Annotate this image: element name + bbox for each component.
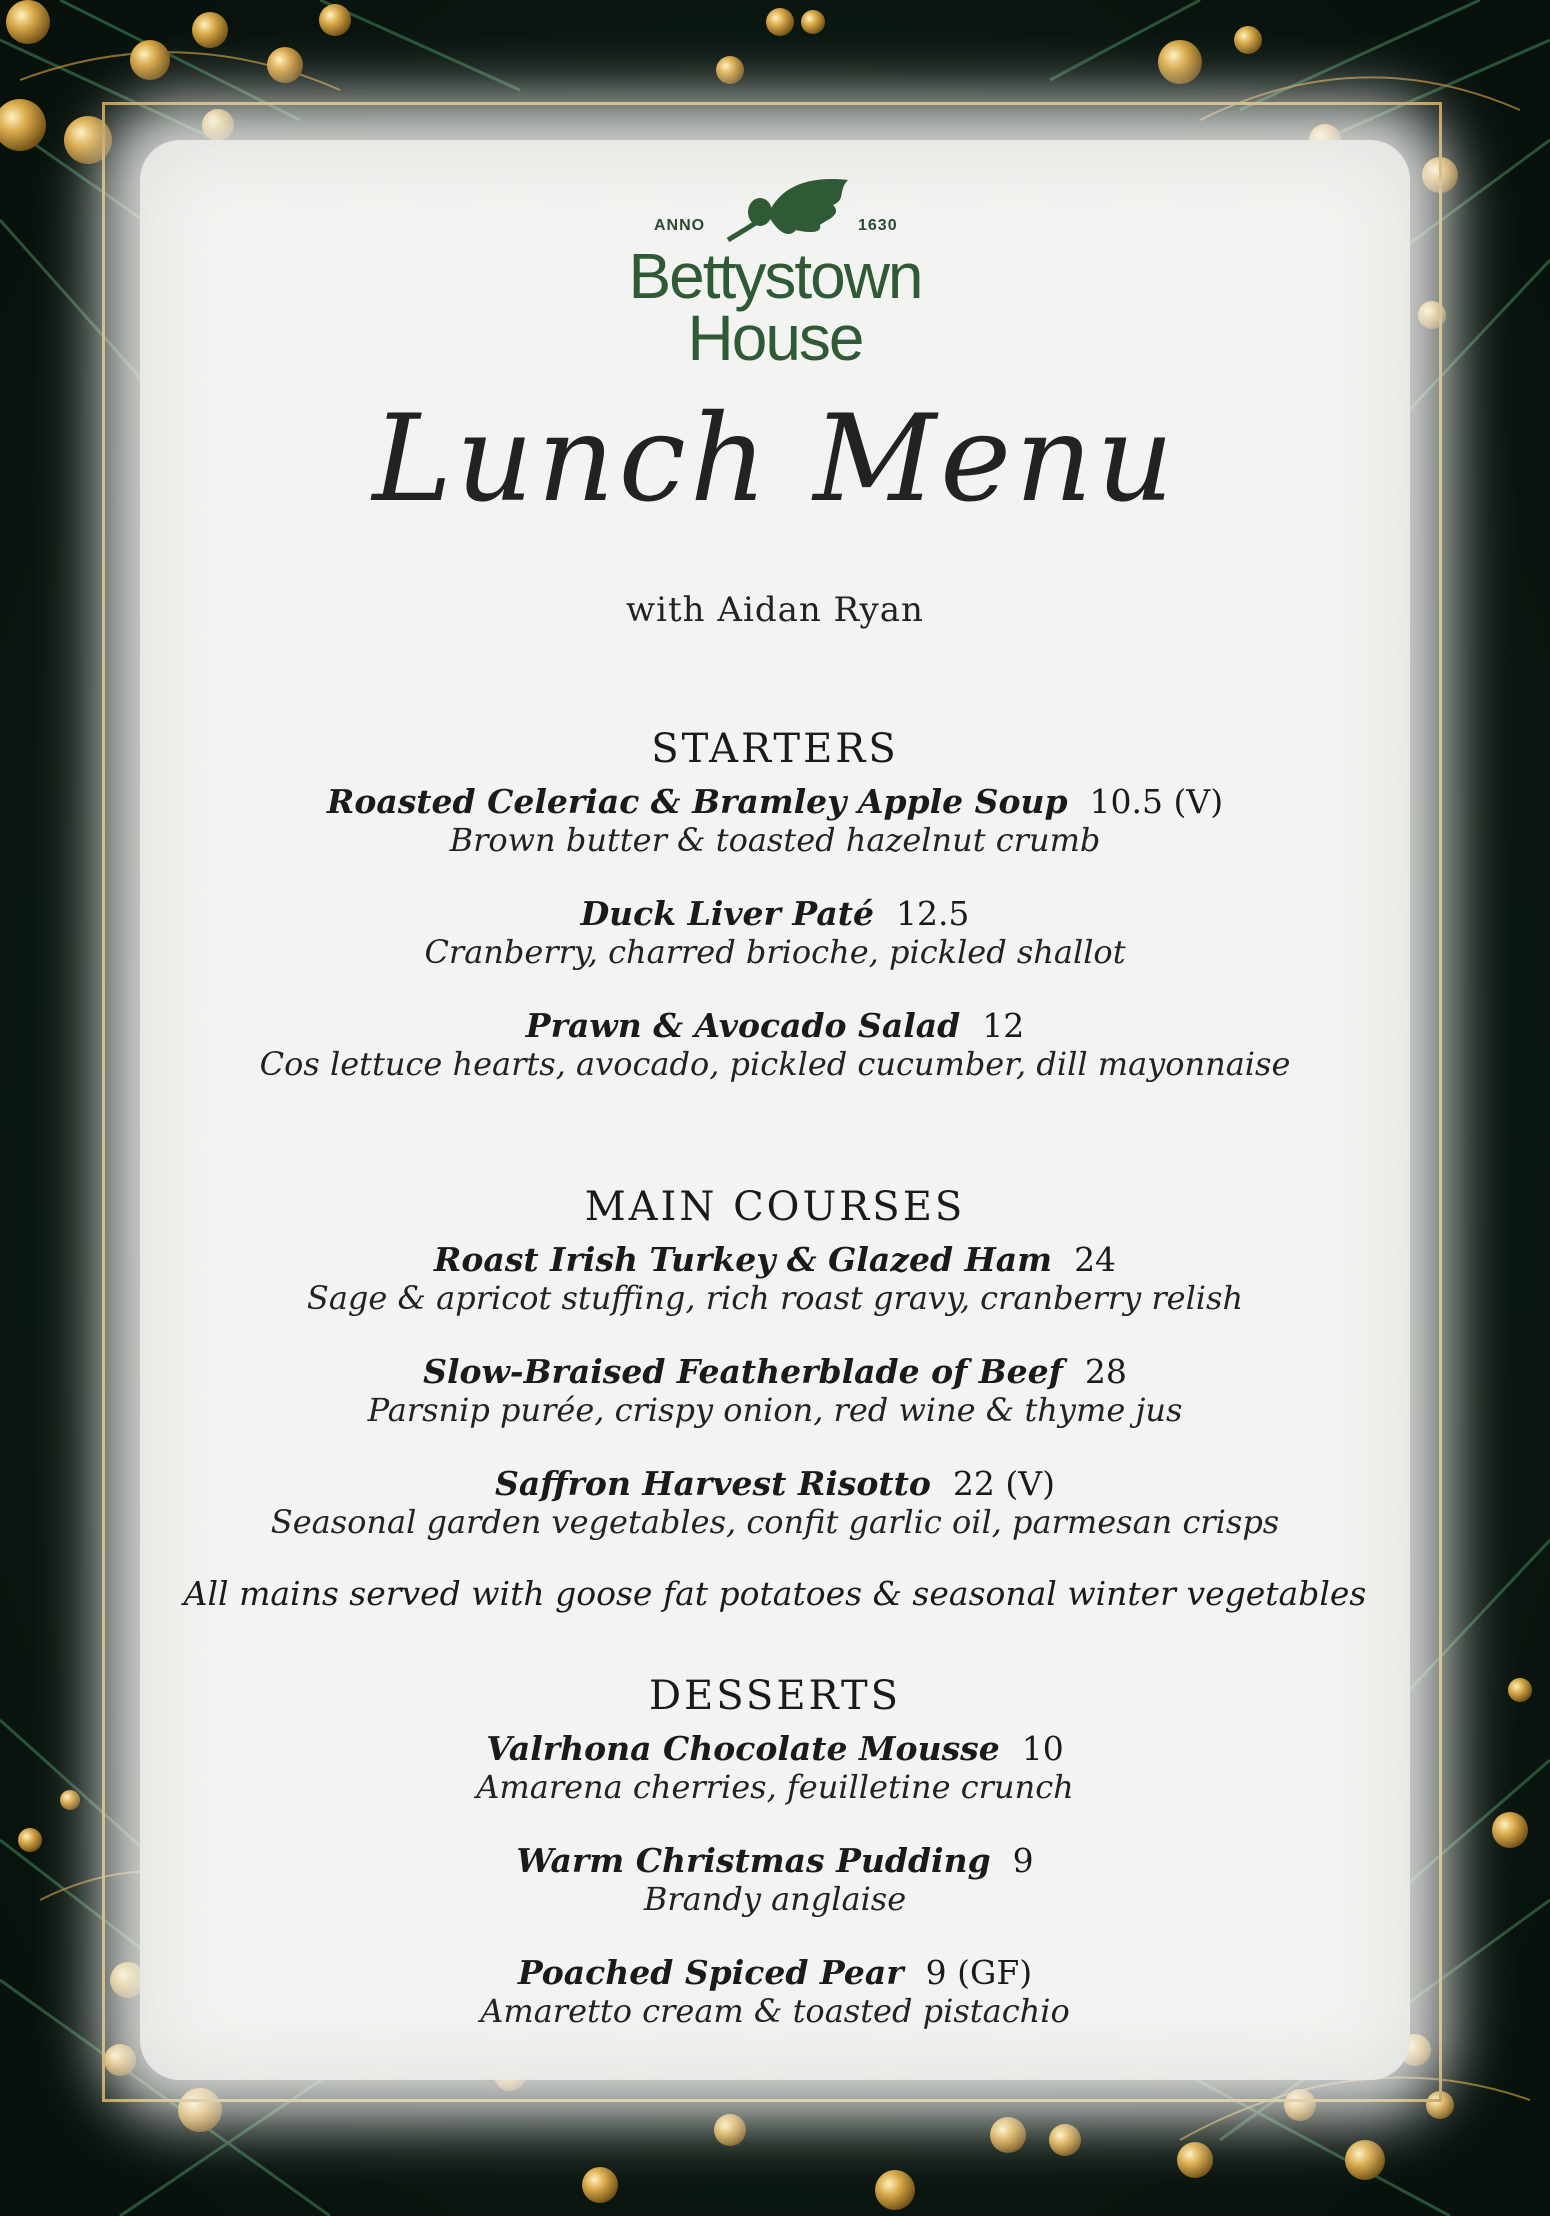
section-desserts (140, 1672, 1410, 2066)
menu-item (140, 783, 1410, 859)
oak-leaf-acorn-icon (708, 170, 858, 250)
menu-item (140, 1842, 1410, 1918)
brand-line-2: House (687, 302, 863, 374)
item-description: Parsnip purée, crispy onion, red wine & thyme jus (367, 1391, 1183, 1429)
item-price: 12 (982, 1006, 1025, 1045)
item-description: Brown butter & toasted hazelnut crumb (449, 821, 1101, 859)
menu-item (140, 1465, 1410, 1541)
item-price: 24 (1074, 1240, 1117, 1279)
menu-title: Lunch Menu (372, 390, 1178, 529)
mains-note: All mains served with goose fat potatoes & seasonal winter vegetables (183, 1574, 1367, 1613)
brand-name (140, 240, 1410, 374)
item-price: 9 (1012, 1841, 1034, 1880)
item-name: Roast Irish Turkey & Glazed Ham (433, 1240, 1053, 1279)
menu-content (140, 140, 1410, 2080)
item-description: Seasonal garden vegetables, confit garlic oil, parmesan crisps (270, 1503, 1280, 1541)
item-name: Saffron Harvest Risotto (495, 1464, 931, 1503)
item-description: Brandy anglaise (643, 1880, 907, 1918)
item-name: Roasted Celeriac & Bramley Apple Soup (326, 782, 1068, 821)
item-price: 22 (V) (952, 1464, 1055, 1503)
item-price: 28 (1084, 1352, 1127, 1391)
section-title: MAIN COURSES (584, 1184, 966, 1230)
item-price: 10 (1021, 1729, 1064, 1768)
item-description: Amaretto cream & toasted pistachio (480, 1992, 1070, 2030)
section-title: DESSERTS (648, 1673, 902, 1719)
section-main-courses (140, 1183, 1410, 1613)
menu-item (140, 1954, 1410, 2030)
item-name: Slow-Braised Featherblade of Beef (423, 1352, 1063, 1391)
item-price: 10.5 (V) (1089, 782, 1224, 821)
section-starters (140, 725, 1410, 1119)
item-name: Poached Spiced Pear (517, 1953, 904, 1992)
item-description: Sage & apricot stuffing, rich roast gravy, cranberry relish (306, 1279, 1244, 1317)
item-name: Warm Christmas Pudding (516, 1841, 991, 1880)
item-description: Cranberry, charred brioche, pickled shallot (424, 933, 1126, 971)
menu-item (140, 1241, 1410, 1317)
logo (140, 150, 1410, 380)
item-name: Duck Liver Paté (580, 894, 874, 933)
logo-year-text: 1630 (858, 217, 898, 234)
item-price: 9 (GF) (925, 1953, 1033, 1992)
item-name: Prawn & Avocado Salad (525, 1006, 961, 1045)
section-title: STARTERS (651, 726, 899, 772)
item-description: Amarena cherries, feuilletine crunch (476, 1768, 1074, 1806)
menu-subtitle: with Aidan Ryan (626, 590, 924, 630)
menu-item (140, 1007, 1410, 1083)
logo-anno-text: ANNO (654, 217, 706, 234)
menu-item (140, 1730, 1410, 1806)
item-price: 12.5 (895, 894, 970, 933)
menu-item (140, 1353, 1410, 1429)
menu-item (140, 895, 1410, 971)
item-name: Valrhona Chocolate Mousse (486, 1729, 1000, 1768)
item-description: Cos lettuce hearts, avocado, pickled cucumber, dill mayonnaise (259, 1045, 1291, 1083)
brand-line-1: Bettystown (628, 240, 922, 312)
